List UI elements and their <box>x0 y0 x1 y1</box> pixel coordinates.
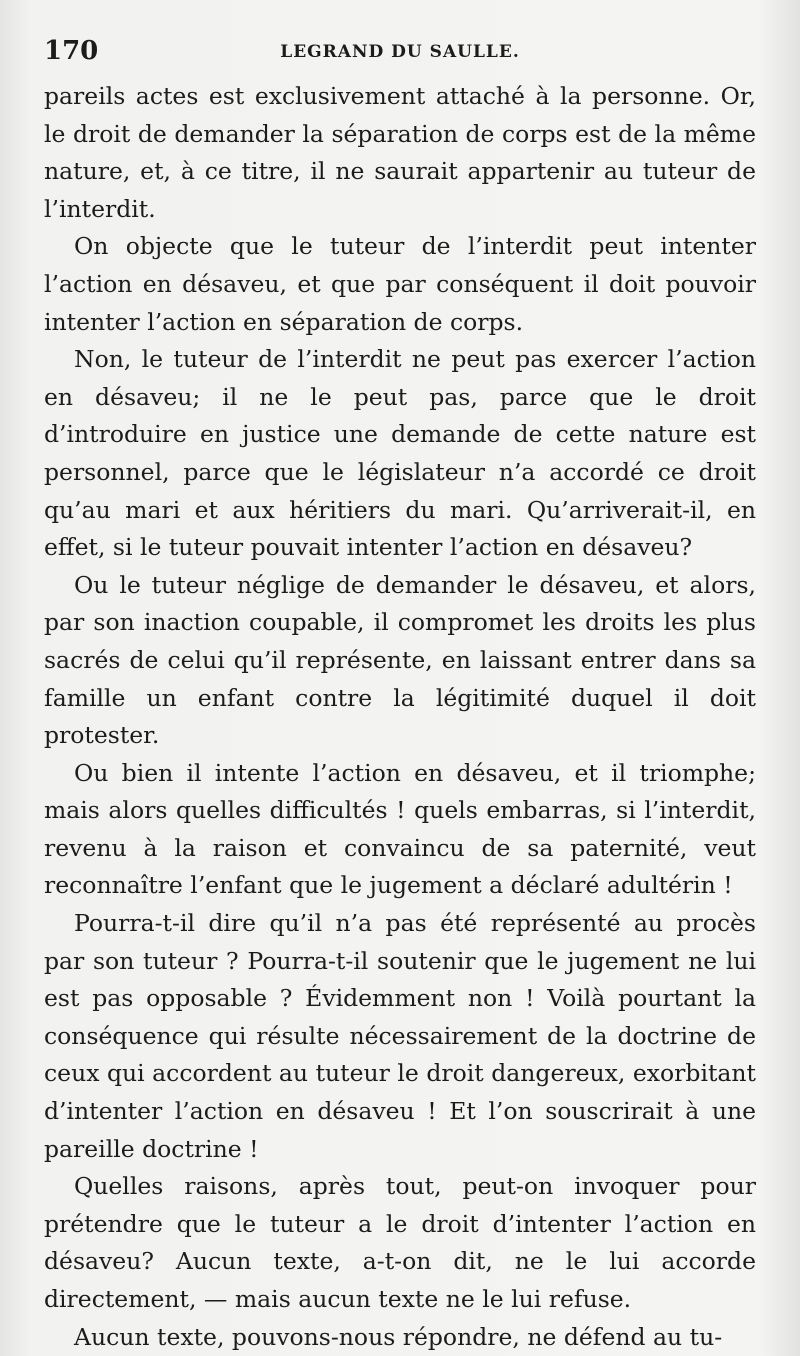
paragraph: Aucun texte, pouvons-nous répondre, ne défend au tu- <box>74 1322 723 1351</box>
running-head: LEGRAND DU SAULLE. <box>280 42 520 62</box>
paragraph: Ou le tuteur néglige de demander le désaveu, et alors, par son inaction coupable, il compromet les droits les plus sacrés de celui qu’il représente, en laissant entrer dans sa famille un enfant contre la légitimité duquel il doit protester. <box>44 570 756 750</box>
paragraph: Ou bien il intente l’action en désaveu, et il triomphe; mais alors quelles difficultés ! quels embarras, si l’interdit, revenu à la raison et convaincu de sa paternité, veut reconnaître l’enfant que le jugement a déclaré adultérin ! <box>44 758 756 900</box>
paragraph: Quelles raisons, après tout, peut-on invoquer pour prétendre que le tuteur a le droit d’intenter l’action en désaveu? Aucun texte, a-t-on dit, ne le lui accorde directement, — mais aucun texte ne le lui refuse. <box>44 1172 756 1313</box>
paragraph: Non, le tuteur de l’interdit ne peut pas exercer l’action en désaveu; il ne le peut pas, parce que le droit d’introduire en justice une demande de cette nature est personnel, parce que le législateur n’a accordé ce droit qu’au mari et aux héritiers du mari. Qu’arriverait-il, en effet, si le tuteur pouvait intenter l’action en désaveu? <box>44 345 756 562</box>
page-header <box>44 36 756 70</box>
paragraph: Pourra-t-il dire qu’il n’a pas été représenté au procès par son tuteur ? Pourra-t-il soutenir que le jugement ne lui est pas opposable ? Évidemment non ! Voilà pourtant la conséquence qui résulte nécessairement de la doctrine de ceux qui accordent au tuteur le droit dangereux, exorbitant d’intenter l’action en désaveu ! Et l’on souscrirait à une pareille doctrine ! <box>44 909 756 1163</box>
body-text <box>44 78 756 1356</box>
paragraph: pareils actes est exclusivement attaché à la personne. Or, le droit de demander la séparation de corps est de la même nature, et, à ce titre, il ne saurait appartenir au tuteur de l’interdit. <box>44 82 756 223</box>
paragraph: On objecte que le tuteur de l’interdit peut intenter l’action en désaveu, et que par conséquent il doit pouvoir intenter l’action en séparation de corps. <box>44 232 756 336</box>
page-number: 170 <box>44 36 99 66</box>
